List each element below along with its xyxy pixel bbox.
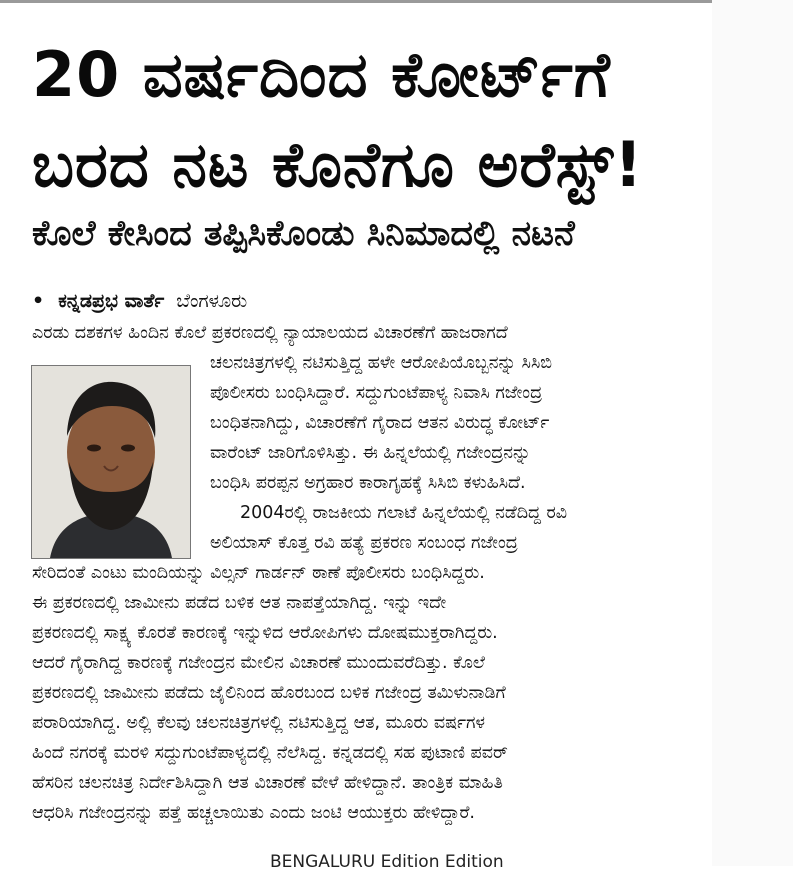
article-line: ಆಧರಿಸಿ ಗಜೇಂದ್ರನನ್ನು ಪತ್ತೆ ಹಚ್ಚಲಾಯಿತು ಎಂದು ಜಂಟಿ ಆಯುಕ್ತರು ಹೇಳಿದ್ದಾರೆ. <box>32 803 475 823</box>
article-line: ಆದರೆ ಗೈರಾಗಿದ್ದ ಕಾರಣಕ್ಕೆ ಗಜೇಂದ್ರನ ಮೇಲಿನ ವಿಚಾರಣೆ ಮುಂದುವರೆದಿತ್ತು. ಕೊಲೆ <box>32 653 485 673</box>
article-line: ಬಂಧಿಸಿ ಪರಪ್ಪನ ಅಗ್ರಹಾರ ಕಾರಾಗೃಹಕ್ಕೆ ಸಿಸಿಬಿ ಕಳುಹಿಸಿದೆ. <box>210 473 526 493</box>
byline-bullet: • <box>32 290 45 312</box>
article-line: ಹೆಸರಿನ ಚಲನಚಿತ್ರ ನಿರ್ದೇಶಿಸಿದ್ದಾಗಿ ಆತ ವಿಚಾರಣೆ ವೇಳೆ ಹೇಳಿದ್ದಾನೆ. ತಾಂತ್ರಿಕ ಮಾಹಿತಿ <box>32 773 503 793</box>
edition-footer: BENGALURU Edition Edition <box>270 852 504 872</box>
article-line: ಸೇರಿದಂತೆ ಎಂಟು ಮಂದಿಯನ್ನು ವಿಲ್ಸನ್ ಗಾರ್ಡನ್ ಠಾಣೆ ಪೊಲೀಸರು ಬಂಧಿಸಿದ್ದರು. <box>32 563 485 583</box>
headline-line-2: ಬರದ ನಟ ಕೊನೆಗೂ ಅರೆಸ್ಟ್! <box>32 128 644 201</box>
byline-agency: ಕನ್ನಡಪ್ರಭ ವಾರ್ತೆ <box>58 290 165 312</box>
headline-line-1: 20 ವರ್ಷದಿಂದ ಕೋರ್ಟ್‌ಗೆ <box>32 38 611 111</box>
article-line: ಪರಾರಿಯಾಗಿದ್ದ. ಅಲ್ಲಿ ಕೆಲವು ಚಲನಚಿತ್ರಗಳಲ್ಲಿ ನಟಿಸುತ್ತಿದ್ದ ಆತ, ಮೂರು ವರ್ಷಗಳ <box>32 713 486 733</box>
article-line: ಬಂಧಿತನಾಗಿದ್ದು, ವಿಚಾರಣೆಗೆ ಗೈರಾದ ಆತನ ವಿರುದ್ಧ ಕೋರ್ಟ್ <box>210 413 550 433</box>
top-rule <box>0 0 712 3</box>
article-line: ಎರಡು ದಶಕಗಳ ಹಿಂದಿನ ಕೊಲೆ ಪ್ರಕರಣದಲ್ಲಿ ನ್ಯಾಯಾಲಯದ ವಿಚಾರಣೆಗೆ ಹಾಜರಾಗದೆ <box>32 323 508 343</box>
subheadline: ಕೊಲೆ ಕೇಸಿಂದ ತಪ್ಪಿಸಿಕೊಂಡು ಸಿನಿಮಾದಲ್ಲಿ ನಟನೆ <box>32 214 575 254</box>
article-line: ಅಲಿಯಾಸ್ ಕೊತ್ತ ರವಿ ಹತ್ಯೆ ಪ್ರಕರಣ ಸಂಬಂಧ ಗಜೇಂದ್ರ <box>210 533 518 553</box>
article-line: ಪ್ರಕರಣದಲ್ಲಿ ಸಾಕ್ಷ್ಯ ಕೊರತೆ ಕಾರಣಕ್ಕೆ ಇನ್ನುಳಿದ ಆರೋಪಿಗಳು ದೋಷಮುಕ್ತರಾಗಿದ್ದರು. <box>32 623 498 643</box>
article-line: ಪ್ರಕರಣದಲ್ಲಿ ಜಾಮೀನು ಪಡೆದು ಜೈಲಿನಿಂದ ಹೊರಬಂದ ಬಳಿಕ ಗಜೇಂದ್ರ ತಮಿಳುನಾಡಿಗೆ <box>32 683 506 703</box>
article-line: 2004ರಲ್ಲಿ ರಾಜಕೀಯ ಗಲಾಟೆ ಹಿನ್ನಲೆಯಲ್ಲಿ ನಡೆದಿದ್ದ ರವಿ <box>240 503 568 523</box>
article-line: ಹಿಂದೆ ನಗರಕ್ಕೆ ಮರಳಿ ಸದ್ದುಗುಂಟೆಪಾಳ್ಯದಲ್ಲಿ ನೆಲೆಸಿದ್ದ. ಕನ್ನಡದಲ್ಲಿ ಸಹ ಪುಟಾಣಿ ಪವರ್ <box>32 743 508 763</box>
article-line: ಪೊಲೀಸರು ಬಂಧಿಸಿದ್ದಾರೆ. ಸದ್ದುಗುಂಟೆಪಾಳ್ಯ ನಿವಾಸಿ ಗಜೇಂದ್ರ <box>210 383 543 403</box>
byline <box>32 288 247 314</box>
article-line: ಈ ಪ್ರಕರಣದಲ್ಲಿ ಜಾಮೀನು ಪಡೆದ ಬಳಿಕ ಆತ ನಾಪತ್ತೆಯಾಗಿದ್ದ. ಇನ್ನು ಇದೇ <box>32 593 447 613</box>
headline <box>32 30 722 210</box>
page-margin <box>712 0 793 866</box>
article-line: ಚಲನಚಿತ್ರಗಳಲ್ಲಿ ನಟಿಸುತ್ತಿದ್ದ ಹಳೇ ಆರೋಪಿಯೊಬ್ಬನನ್ನು ಸಿಸಿಬಿ <box>210 353 553 373</box>
byline-place: ಬೆಂಗಳೂರು <box>176 290 248 312</box>
article-body <box>32 318 712 828</box>
article-line: ವಾರೆಂಟ್ ಜಾರಿಗೊಳಿಸಿತ್ತು. ಈ ಹಿನ್ನಲೆಯಲ್ಲಿ ಗಜೇಂದ್ರನನ್ನು <box>210 443 531 463</box>
